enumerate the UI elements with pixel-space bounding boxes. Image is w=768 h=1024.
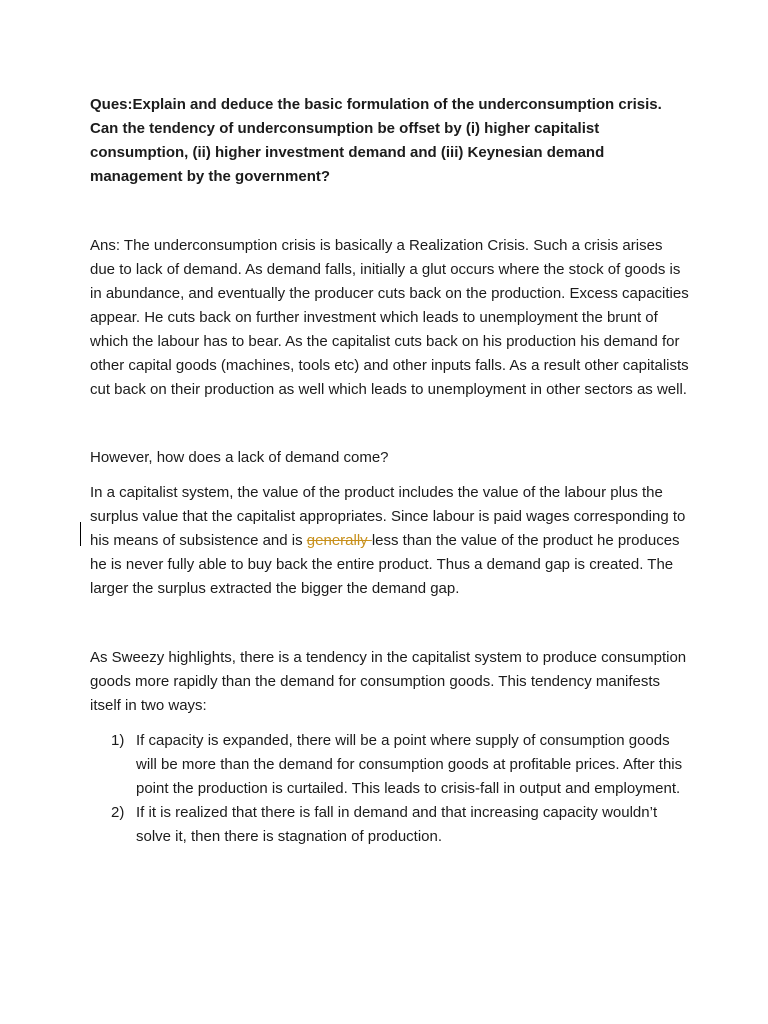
list-item <box>90 801 690 849</box>
numbered-list <box>90 729 690 849</box>
sweezy-paragraph: As Sweezy highlights, there is a tendency in the capitalist system to produce consumption goods more rapidly than the demand for consumption goods. This tendency manifests itself in two ways: <box>90 649 687 714</box>
however-paragraph: However, how does a lack of demand come? <box>90 449 389 466</box>
list-number: 1) <box>111 732 125 749</box>
capitalist-system-paragraph <box>90 481 690 601</box>
text-cursor <box>80 522 81 546</box>
list-item <box>90 729 690 801</box>
list-item-text: If it is realized that there is fall in demand and that increasing capacity wouldn’t solve it, then there is stagnation of production. <box>136 804 658 845</box>
tracked-deletion[interactable]: generally <box>306 532 372 549</box>
capitalist-text-before: In a capitalist system, the value of the product includes the value of the labour plus the surplus value that the capitalist appropriates. Since labour is paid wages corresponding to his means of subsistence and is <box>90 484 686 549</box>
list-number: 2) <box>111 804 125 821</box>
answer-paragraph: Ans: The underconsumption crisis is basically a Realization Crisis. Such a crisis arises due to lack of demand. As demand falls, initially a glut occurs where the stock of goods is in abundance, and eventually the producer cuts back on the production. Excess capacities appear. He cuts back on further investment which leads to unemployment the brunt of which the labour has to bear. As the capitalist cuts back on his production his demand for other capital goods (machines, tools etc) and other inputs falls. As a result other capitalists cut back on their production as well which leads to unemployment in other sectors as well. <box>90 237 689 398</box>
document-page <box>90 93 690 849</box>
question-heading: Ques:Explain and deduce the basic formulation of the underconsumption crisis. Can the tendency of underconsumption be offset by (i) higher capitalist consumption, (ii) higher investment demand and (iii) Keynesian demand management by the government? <box>90 96 662 185</box>
capitalist-text-after: less than the value of the product he produces he is never fully able to buy back the entire product. Thus a demand gap is created. The larger the surplus extracted the bigger the demand gap. <box>90 532 680 597</box>
list-item-text: If capacity is expanded, there will be a point where supply of consumption goods will be more than the demand for consumption goods at profitable prices. After this point the production is curtailed. This leads to crisis-fall in output and employment. <box>136 732 683 797</box>
